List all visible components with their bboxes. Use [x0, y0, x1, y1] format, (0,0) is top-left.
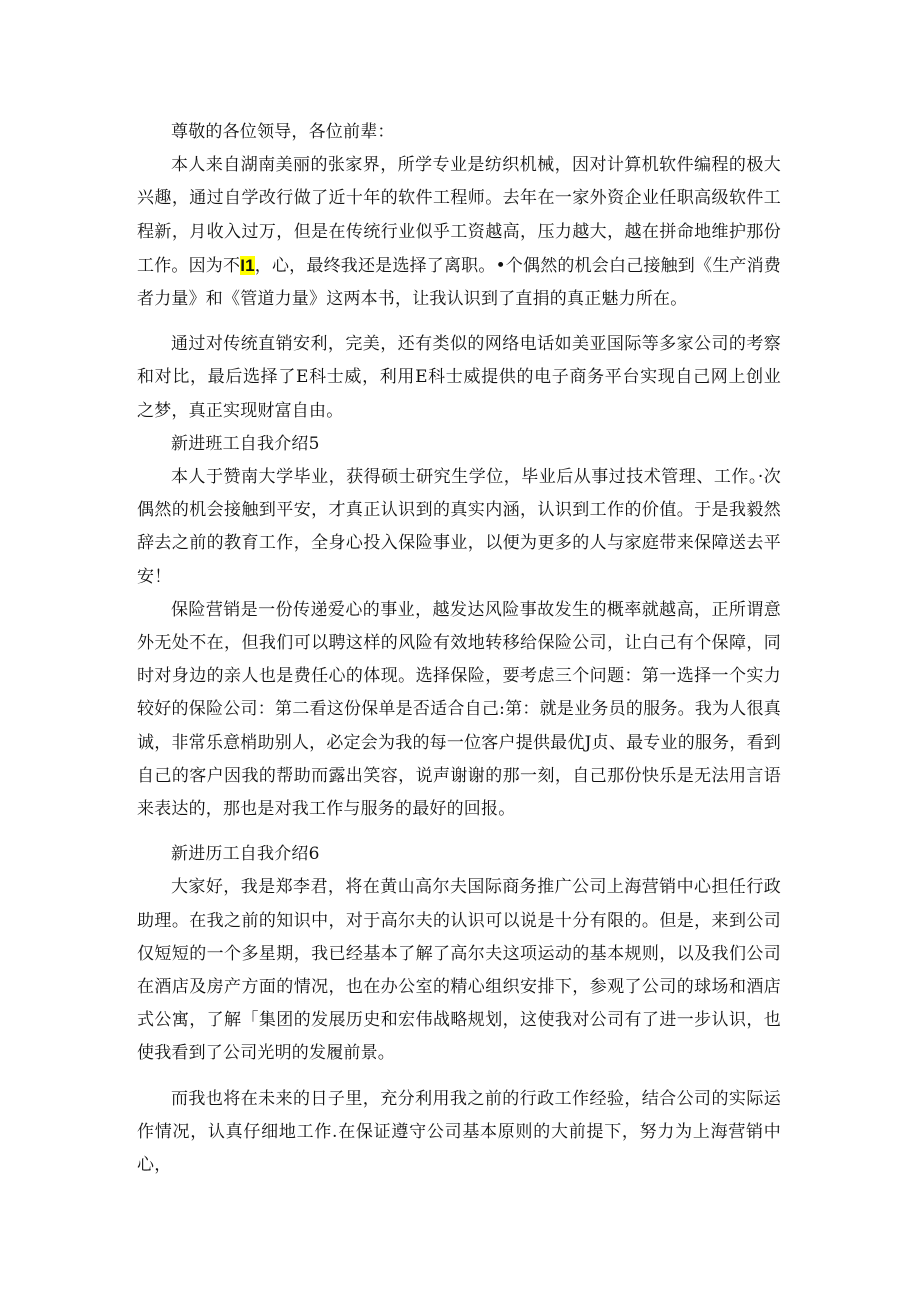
greeting-line: 尊敬的各位领导，各位前辈： [171, 122, 395, 142]
paragraph-2: 通过对传统直销安利，完美，还有类似的网络电话如美亚国际等多家公司的考察和对比，最后选择了E科士威，利用E科士威提供的电子商务平台实现自己网上创业之梦，真正实现财富自由。 [137, 334, 781, 421]
paragraph-1 [137, 149, 781, 316]
paragraph-6: 而我也将在未来的日子里，充分利用我之前的行政工作经验，结合公司的实际运作情况，认真仔细地工作.在保证遵守公司基本原则的大前提下，努力为上海营销中心， [137, 1088, 781, 1176]
highlighted-text: I1 [240, 255, 255, 275]
paragraph-4: 保险营销是一份传递爱心的事业，越发达风险事故发生的概率就越高，正所谓意外无处不在，但我们可以聘这样的风险有效地转移给保险公司，让白己有个保障，同时对身边的亲人也是费任心的体现。选择保险，要考虑三个问题：第一选择一个实力较好的保险公司：第二看这份保单是否适合自己:第：就是业务员的服务。我为人很真诚，非常乐意梢助别人，必定会为我的每一位客户提供最优J贞、最专业的服务，看到自己的客户因我的帮助而露出笑容，说声谢谢的那一刻，自己那份快乐是无法用言语来表达的，那也是对我工作与服务的最好的回报。 [137, 599, 781, 820]
paragraph-3: 本人于赞南大学毕业，获得硕士研究生学位，毕业后从事过技术管理、工作。·次偶然的机会接触到平安，才真正认识到的真实内涵，认识到工作的价值。于是我毅然辞去之前的教育工作，全身心投入保险事业，以便为更多的人与家庭带来保障送去平安！ [137, 467, 781, 587]
section-heading-5: 新进班工自我介绍5 [171, 433, 320, 454]
paragraph-1-text-a: 本人来自湖南美丽的张家界，所学专业是纺织机械，因对计算机软件编程的极大兴趣，通过自学改行做了近十年的软件工程师。去年在一家外资企业任职高级软件工程新，月收入过万，但是在传统行业似乎工资越高，压力越大，越在拼命地维护那份工作。因为不 [137, 155, 781, 276]
section-heading-6: 新进历工自我介绍6 [171, 844, 320, 865]
paragraph-1-text-b: ，心，最终我还是选择了离职。•个偶然的机会白己接触到《生产消费者力量》和《管道力量》这两本书，让我认识到了直捐的真正魅力所在。 [137, 255, 782, 310]
document-body [137, 116, 781, 1182]
paragraph-5: 大家好，我是郑李君，将在黄山高尔夫国际商务推广公司上海营销中心担任行政助理。在我之前的知识中，对于高尔夫的认识可以说是十分有限的。但是，来到公司仅短短的一个多星期，我已经基本了解了高尔夫这项运动的基本规则，以及我们公司在酒店及房产方面的情况，也在办公室的精心组织安排下，参观了公司的球场和酒店式公寓，了解「集团的发展历史和宏伟战略规划，这使我对公司有了进一步认识，也使我看到了公司光明的发履前景。 [137, 877, 781, 1064]
